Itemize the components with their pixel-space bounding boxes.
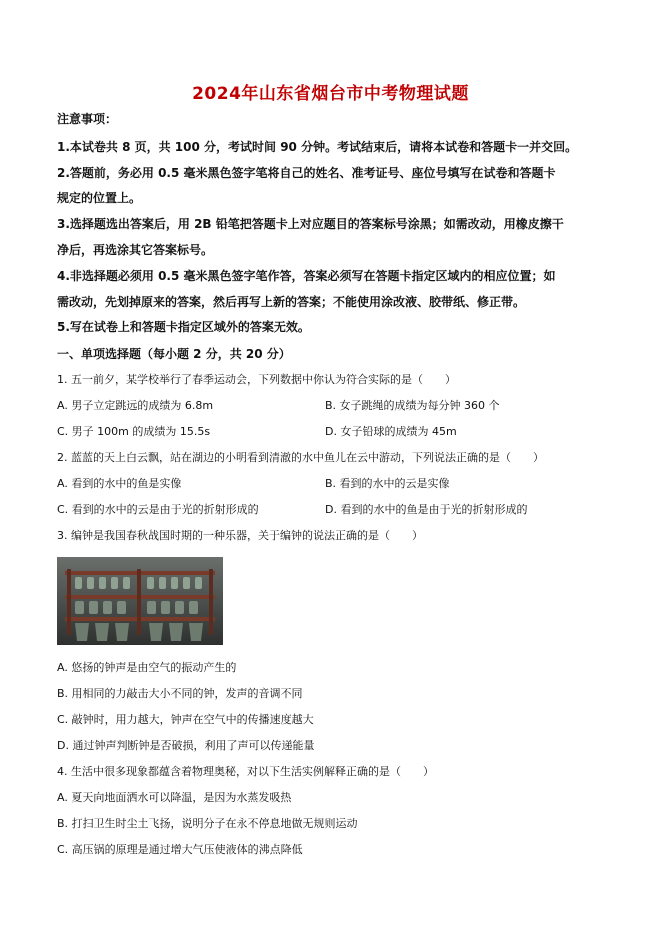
question-4-stem: 4. 生活中很多现象都蕴含着物理奥秘，对以下生活实例解释正确的是（ ） [57,765,434,778]
notice-line-5: 5.写在试卷上和答题卡指定区域外的答案无效。 [57,320,310,334]
question-1-option-b: B. 女子跳绳的成绩为每分钟 360 个 [325,399,500,412]
question-2-option-d: D. 看到的水中的鱼是由于光的折射形成的 [325,503,528,516]
question-2-option-a: A. 看到的水中的鱼是实像 [57,477,182,490]
section-heading: 一、单项选择题（每小题 2 分，共 20 分） [57,347,291,361]
notice-line-2: 2.答题前，务必用 0.5 毫米黑色签字笔将自己的姓名、准考证号、座位号填写在试卷和答题卡 [57,166,556,180]
question-4-option-b: B. 打扫卫生时尘土飞扬，说明分子在永不停息地做无规则运动 [57,817,358,830]
question-3-option-a: A. 悠扬的钟声是由空气的振动产生的 [57,661,237,674]
notice-line-1: 1.本试卷共 8 页，共 100 分，考试时间 90 分钟。考试结束后，请将本试卷和答题卡一并交回。 [57,140,578,154]
bianzhong-bells-photo [57,557,223,645]
question-1-option-c: C. 男子 100m 的成绩为 15.5s [57,425,211,438]
notice-line-3-cont: 净后，再选涂其它答案标号。 [57,243,214,257]
notice-heading: 注意事项： [57,112,118,126]
question-3-option-b: B. 用相同的力敲击大小不同的钟，发声的音调不同 [57,687,303,700]
question-4-option-a: A. 夏天向地面洒水可以降温，是因为水蒸发吸热 [57,791,292,804]
page-title: 2024年山东省烟台市中考物理试题 [192,84,469,104]
question-1-option-d: D. 女子铅球的成绩为 45m [325,425,457,438]
question-2-option-b: B. 看到的水中的云是实像 [325,477,450,490]
question-3-stem: 3. 编钟是我国春秋战国时期的一种乐器，关于编钟的说法正确的是（ ） [57,529,423,542]
question-1-stem: 1. 五一前夕，某学校举行了春季运动会，下列数据中你认为符合实际的是（ ） [57,373,456,386]
bells-illustration [57,557,223,645]
question-3-option-c: C. 敲钟时，用力越大，钟声在空气中的传播速度越大 [57,713,314,726]
notice-line-3: 3.选择题选出答案后，用 2B 铅笔把答题卡上对应题目的答案标号涂黑；如需改动，用橡皮擦干 [57,217,564,231]
notice-line-2-cont: 规定的位置上。 [57,191,142,205]
question-4-option-c: C. 高压锅的原理是通过增大气压使液体的沸点降低 [57,843,303,856]
notice-line-4: 4.非选择题必须用 0.5 毫米黑色签字笔作答，答案必须写在答题卡指定区域内的相应位置；如 [57,269,556,283]
notice-line-4-cont: 需改动，先划掉原来的答案，然后再写上新的答案；不能使用涂改液、胶带纸、修正带。 [57,295,526,309]
question-1-option-a: A. 男子立定跳远的成绩为 6.8m [57,399,214,412]
question-2-option-c: C. 看到的水中的云是由于光的折射形成的 [57,503,259,516]
question-3-option-d: D. 通过钟声判断钟是否破损，利用了声可以传递能量 [57,739,315,752]
question-2-stem: 2. 蓝蓝的天上白云飘，站在湖边的小明看到清澈的水中鱼儿在云中游动，下列说法正确的是（ ） [57,451,544,464]
